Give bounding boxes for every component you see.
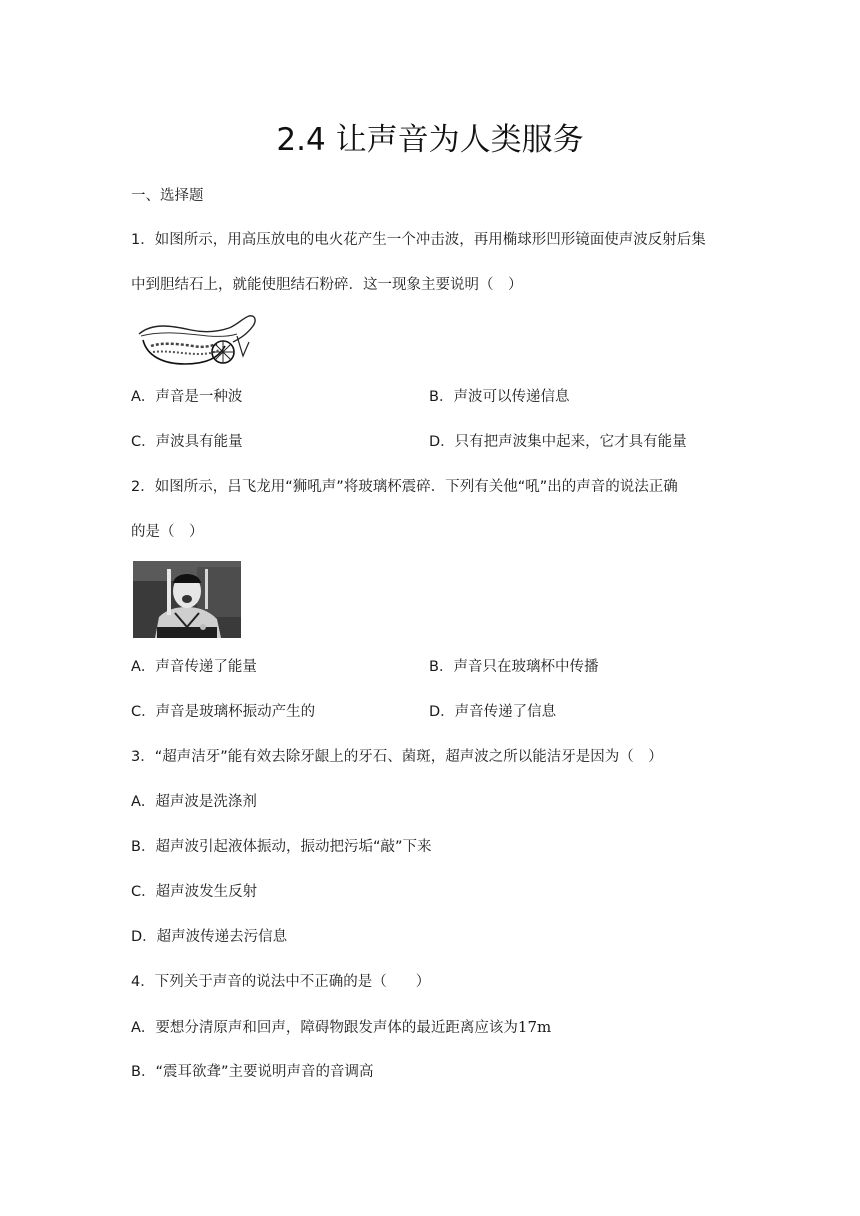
question-1-stem-line-1: 1．如图所示，用高压放电的电火花产生一个冲击波，再用椭球形凹形镜面使声波反射后集 [131,232,706,248]
question-1-option-a: A．声音是一种波 [131,389,243,405]
glass-shattering-photo [133,561,241,638]
question-3-option-a: A．超声波是洗涤剂 [131,794,257,810]
question-1-option-c: C．声波具有能量 [131,434,243,450]
question-2-stem-line-1: 2．如图所示，吕飞龙用“狮吼声”将玻璃杯震碎．下列有关他“吼”出的声音的说法正确 [131,479,678,495]
question-3-option-b: B．超声波引起液体振动，振动把污垢“敲”下来 [131,839,432,855]
question-2-option-a: A．声音传递了能量 [131,659,257,675]
question-4-option-b: B．“震耳欲聋”主要说明声音的音调高 [131,1064,374,1080]
question-1-stem-line-2: 中到胆结石上，就能使胆结石粉碎．这一现象主要说明（ ） [131,277,523,293]
question-3-option-c: C．超声波发生反射 [131,884,258,900]
distance-value: 17m [517,1018,552,1036]
question-4-option-a [131,1016,551,1039]
question-1-option-d: D．只有把声波集中起来，它才具有能量 [429,434,687,450]
question-2-option-b: B．声音只在玻璃杯中传播 [429,659,599,675]
question-2-option-d: D．声音传递了信息 [429,704,557,720]
question-4-option-a-text: A．要想分清原声和回声，障碍物跟发声体的最近距离应该为 [131,1020,518,1036]
question-4-stem: 4．下列关于声音的说法中不正确的是（ ） [131,974,431,990]
question-3-stem: 3．“超声洁牙”能有效去除牙龈上的牙石、菌斑，超声波之所以能洁牙是因为（ ） [131,749,663,765]
question-3-option-d: D．超声波传递去污信息 [131,929,288,945]
question-2-stem-line-2: 的是（ ） [131,524,204,540]
lithotripsy-figure [133,312,257,368]
question-2-option-c: C．声音是玻璃杯振动产生的 [131,704,316,720]
question-1-option-b: B．声波可以传递信息 [429,389,570,405]
section-heading: 一、选择题 [131,188,204,204]
page-title: 2.4 让声音为人类服务 [276,122,584,158]
